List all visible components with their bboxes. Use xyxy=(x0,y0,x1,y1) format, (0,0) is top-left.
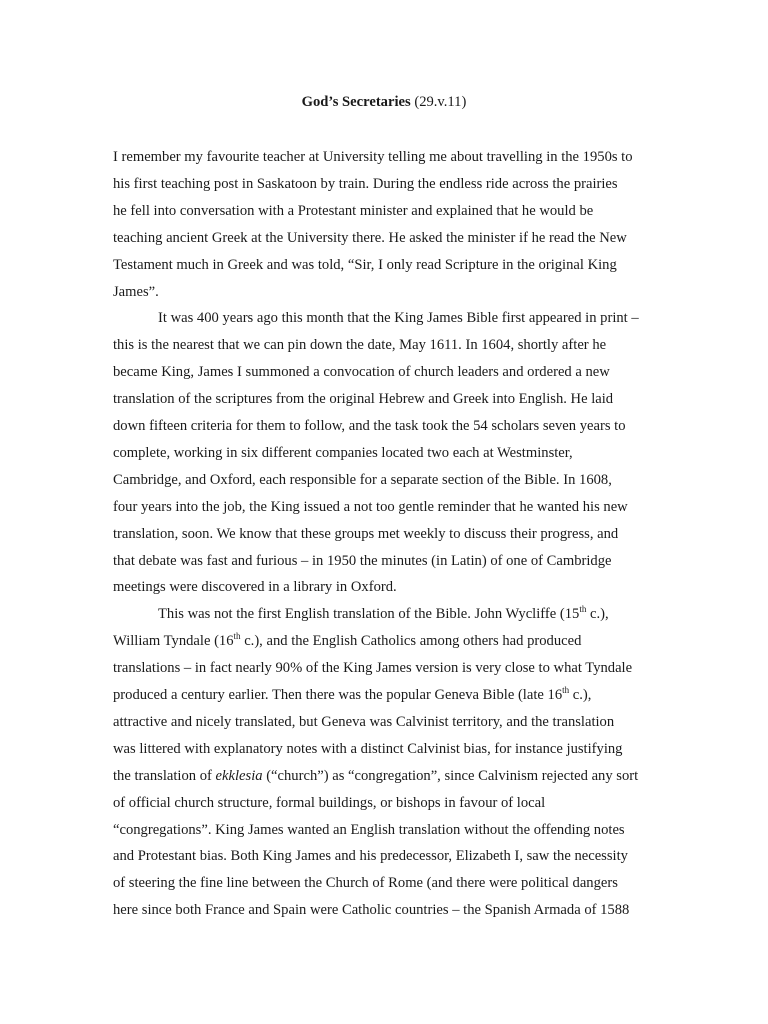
text-run: became King, James I summoned a convocation of church leaders and ordered a new xyxy=(113,364,610,380)
text-line xyxy=(113,362,610,382)
text-line xyxy=(113,712,614,732)
text-run: I remember my favourite teacher at University telling me about travelling in the 1950s to xyxy=(113,149,633,165)
text-line xyxy=(113,820,625,840)
text-run: produced a century earlier. Then there was the popular Geneva Bible (late 16 xyxy=(113,687,563,703)
text-line xyxy=(113,389,613,409)
text-line xyxy=(113,255,617,275)
text-line xyxy=(113,524,618,544)
document-title xyxy=(0,91,768,113)
text-run: translation, soon. We know that these groups met weekly to discuss their progress, and xyxy=(113,526,619,542)
text-line xyxy=(113,335,606,355)
text-run: of official church structure, formal buildings, or bishops in favour of local xyxy=(113,795,546,811)
text-run: the translation of xyxy=(113,768,216,784)
text-run: (“church”) as “congregation”, since Calvinism rejected any sort xyxy=(262,768,639,784)
text-line xyxy=(113,174,618,194)
text-line xyxy=(113,793,545,813)
text-line xyxy=(113,416,626,436)
text-run: meetings were discovered in a library in Oxford. xyxy=(113,579,397,595)
text-run: he fell into conversation with a Protestant minister and explained that he would be xyxy=(113,203,594,219)
text-line xyxy=(158,308,639,328)
text-run: attractive and nicely translated, but Geneva was Calvinist territory, and the translation xyxy=(113,714,615,730)
italic-term: ekklesia xyxy=(215,768,263,784)
text-line xyxy=(113,846,628,866)
text-run: James”. xyxy=(113,284,159,300)
text-run: c.), and the English Catholics among others had produced xyxy=(240,633,582,649)
text-line xyxy=(113,497,628,517)
text-run: This was not the first English translation of the Bible. John Wycliffe (15 xyxy=(158,606,580,622)
text-run: It was 400 years ago this month that the King James Bible first appeared in print – xyxy=(158,310,639,326)
title-text: God’s Secretaries xyxy=(301,94,411,110)
text-run: complete, working in six different companies located two each at Westminster, xyxy=(113,445,573,461)
text-line xyxy=(113,631,581,651)
text-run: teaching ancient Greek at the University there. He asked the minister if he read the New xyxy=(113,230,627,246)
text-line xyxy=(113,551,612,571)
text-line xyxy=(113,739,622,759)
text-line xyxy=(113,282,159,302)
text-run: “congregations”. King James wanted an English translation without the offending notes xyxy=(113,822,625,838)
text-run: c.), xyxy=(586,606,609,622)
text-line xyxy=(113,873,618,893)
text-run: Cambridge, and Oxford, each responsible for a separate section of the Bible. In 1608, xyxy=(113,472,612,488)
superscript: th xyxy=(562,685,570,695)
text-line xyxy=(113,766,638,786)
text-line xyxy=(158,604,609,624)
text-run: this is the nearest that we can pin down the date, May 1611. In 1604, shortly after he xyxy=(113,337,607,353)
text-line xyxy=(113,577,397,597)
text-run: here since both France and Spain were Catholic countries – the Spanish Armada of 1588 xyxy=(113,902,630,918)
text-run: and Protestant bias. Both King James and his predecessor, Elizabeth I, saw the necessity xyxy=(113,848,628,864)
text-run: down fifteen criteria for them to follow, and the task took the 54 scholars seven years to xyxy=(113,418,626,434)
text-run: that debate was fast and furious – in 1950 the minutes (in Latin) of one of Cambridge xyxy=(113,553,612,569)
text-run: Testament much in Greek and was told, “Sir, I only read Scripture in the original King xyxy=(113,257,617,273)
text-run: translation of the scriptures from the original Hebrew and Greek into English. He laid xyxy=(113,391,614,407)
text-run: translations – in fact nearly 90% of the King James version is very close to what Tyndale xyxy=(113,660,633,676)
text-run: of steering the fine line between the Church of Rome (and there were political dangers xyxy=(113,875,618,891)
text-run: c.), xyxy=(569,687,592,703)
text-line xyxy=(113,900,629,920)
text-line xyxy=(113,201,593,221)
superscript: th xyxy=(233,631,241,641)
superscript: th xyxy=(579,604,587,614)
text-line xyxy=(113,228,627,248)
text-run: four years into the job, the King issued a not too gentle reminder that he wanted his new xyxy=(113,499,628,515)
text-line xyxy=(113,443,573,463)
text-line xyxy=(113,658,632,678)
text-line xyxy=(113,147,633,167)
title-date: (29.v.11) xyxy=(414,94,467,110)
text-run: William Tyndale (16 xyxy=(113,633,234,649)
text-line xyxy=(113,685,591,705)
text-run: his first teaching post in Saskatoon by train. During the endless ride across the prairies xyxy=(113,176,618,192)
text-line xyxy=(113,470,612,490)
text-run: was littered with explanatory notes with a distinct Calvinist bias, for instance justifying xyxy=(113,741,623,757)
